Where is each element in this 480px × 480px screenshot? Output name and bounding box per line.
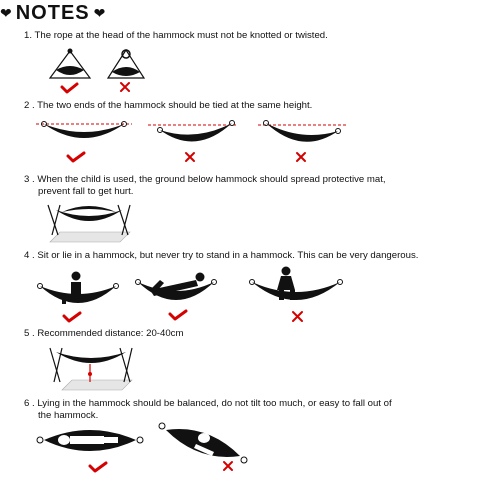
note-3-figure bbox=[48, 205, 130, 242]
cross-icon bbox=[293, 312, 302, 321]
note-2-text: 2 . The two ends of the hammock should be tied at the same height. bbox=[24, 100, 313, 111]
protective-mat bbox=[50, 232, 130, 242]
note-3-line-2: prevent fall to get hurt. bbox=[38, 186, 134, 197]
cross-icon bbox=[297, 153, 305, 161]
heart-icon: ❤ bbox=[0, 5, 12, 21]
note-5-text: 5 . Recommended distance: 20-40cm bbox=[24, 328, 184, 339]
note-6-line-2: the hammock. bbox=[38, 410, 99, 421]
cross-icon bbox=[224, 462, 232, 470]
heart-icon: ❤ bbox=[93, 5, 106, 21]
cross-icon bbox=[121, 83, 129, 91]
note-5-figure bbox=[50, 348, 132, 390]
note-6-line-1: 6 . Lying in the hammock should be balanced, do not tilt too much, or easy to fall out of bbox=[24, 398, 392, 409]
note-1-wrong-figure bbox=[108, 50, 144, 78]
protective-mat bbox=[62, 380, 132, 390]
note-2-wrong-figure-b bbox=[258, 121, 346, 142]
note-2-correct-figure bbox=[36, 122, 132, 139]
note-4-text: 4 . Sit or lie in a hammock, but never try to stand in a hammock. This can be very dangerous. bbox=[24, 250, 419, 261]
note-6-wrong-figure bbox=[159, 423, 247, 463]
check-icon bbox=[62, 84, 77, 92]
note-4-lie-figure bbox=[136, 273, 217, 301]
check-icon bbox=[170, 311, 186, 319]
note-4-stand-figure bbox=[250, 267, 343, 301]
check-icon bbox=[68, 153, 84, 161]
note-1-correct-figure bbox=[50, 49, 90, 79]
page-title-text: NOTES bbox=[15, 1, 90, 24]
cross-icon bbox=[186, 153, 194, 161]
note-6-correct-figure bbox=[37, 430, 143, 451]
check-icon bbox=[90, 463, 106, 471]
note-1-text: 1. The rope at the head of the hammock must not be knotted or twisted. bbox=[24, 30, 328, 41]
check-icon bbox=[64, 313, 80, 321]
note-3-line-1: 3 . When the child is used, the ground below hammock should spread protective mat, bbox=[24, 174, 386, 185]
note-2-wrong-figure-a bbox=[148, 121, 236, 142]
note-4-sit-figure bbox=[38, 272, 119, 305]
